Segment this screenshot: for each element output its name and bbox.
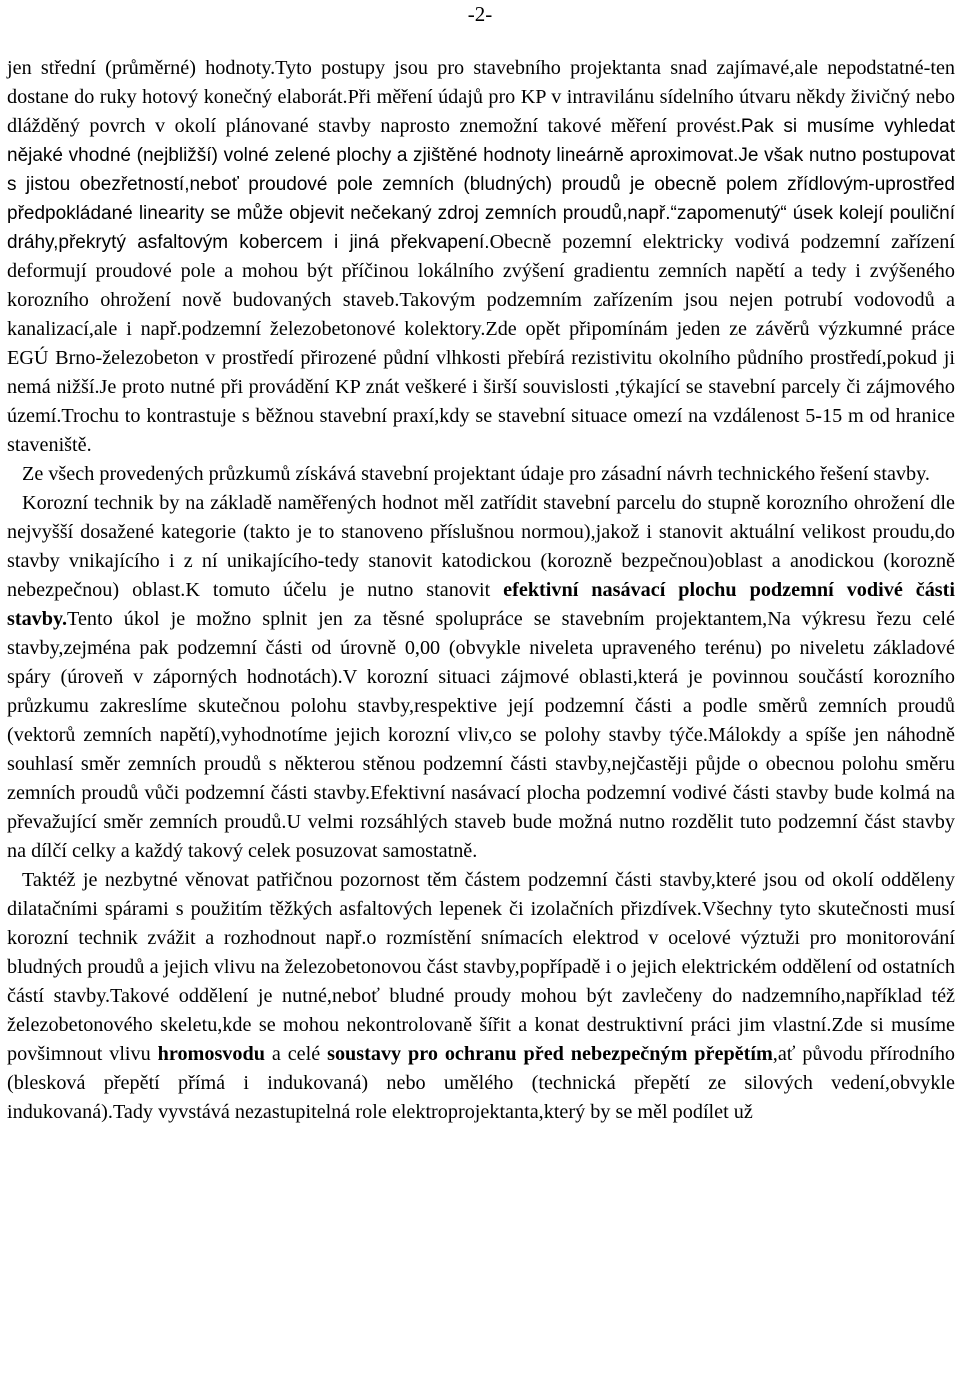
- paragraph-4: [7, 866, 955, 1127]
- paragraph-4-part-3: ,ať původu přírodního (blesková přepětí přímá i indukovaná) nebo umělého (technická přepětí ze silových vedení,obvykle indukovaná).Tady vyvstává nezastupitelná role elektroprojektanta,který by se měl podílet už: [7, 1043, 956, 1123]
- paragraph-3-part-2: Tento úkol je možno splnit jen za těsné spolupráce se stavebním projektantem,Na výkresu řezu celé stavby,zejména pak podzemní části od úrovně 0,00 (obvykle niveleta upraveného terénu) po niveletu základové spáry (úroveň v záporných hodnotách).V korozní situaci zájmové oblasti,která je povinnou součástí korozního průzkumu zakreslíme skutečnou polohu stavby,respektive její podzemní části a podle směrů zemních proudů (vektorů zemních napětí),vyhodnotíme jejich korozní vliv,co se polohy stavby týče.Málokdy a spíše jen náhodně souhlasí směr zemních proudů s některou stěnou podzemní části stavby,nejčastěji půjde o obecnou polohu směru zemních proudů vůči podzemní části stavby.Efektivní nasávací plocha podzemní vodivé části stavby bude kolmá na převažující směr zemních proudů.U velmi rozsáhlých staveb bude možná nutno rozdělit tuto podzemní část stavby na dílčí celky a každý takový celek posuzovat samostatně.: [7, 608, 955, 862]
- paragraph-3-emphasis: efektivní nasávací plochu podzemní vodivé části stavby.: [7, 579, 955, 630]
- paragraph-1-part-4: Obecně pozemní elektricky vodivá podzemní zařízení deformují proudové pole a mohou být příčinou lokálního zvýšení gradientu zemních napětí a tedy i zvýšeného korozního ohrožení nově budovaných staveb.Takovým podzemním zařízením jsou nejen potrubí vodovodů a kanalizací,ale i např.podzemní železobetonové kolektory.Zde opět připomínám jeden ze závěrů výzkumné práce EGÚ Brno-železobeton v prostředí přirozené půdní vlhkosti přebírá rezistivitu okolního půdního prostředí,pokud ji nemá nižší.Je proto nutné při provádění KP znát veškeré i širší souvislosti ,týkající se stavební parcely či zájmového území.Trochu to kontrastuje s běžnou stavební praxí,kdy se stavební situace omezí na vzdálenost 5-15 m od hranice staveniště.: [7, 231, 956, 456]
- paragraph-2: [7, 460, 955, 489]
- paragraph-4-emphasis-2: soustavy pro ochranu před nebezpečným přepětím: [327, 1043, 773, 1065]
- paragraph-1-part-3: Je však nutno postupovat s jistou obezřetností,neboť proudové pole zemních (bludných) proudů je obecně polem zřídlovým-uprostřed předpokládané linearity se může objevit nečekaný zdroj zemních proudů,např.“zapomenutý“ úsek kolejí pouliční dráhy,překrytý asfaltovým kobercem i jiná překvapení.: [7, 145, 955, 253]
- paragraph-1-part-1: jen střední (průměrné) hodnoty.Tyto postupy jsou pro stavebního projektanta snad zajímavé,ale nepodstatné-ten dostane do ruky hotový konečný elaborát.Při měření údajů pro KP v intravilánu sídelního útvaru někdy živičný nebo dlážděný povrch v okolí plánované stavby naprosto znemožní takové měření provést.: [7, 57, 955, 137]
- paragraph-1-part-2: Pak si musíme vyhledat nějaké vhodné (nejbližší) volné zelené plochy a zjištěné hodnoty lineárně aproximovat.: [7, 116, 955, 166]
- page-number: -2-: [467, 2, 493, 26]
- paragraph-1: [7, 54, 955, 460]
- paragraph-3: [7, 489, 955, 866]
- paragraph-2-text: Ze všech provedených průzkumů získává stavební projektant údaje pro zásadní návrh technického řešení stavby.: [22, 463, 930, 485]
- paragraph-3-part-1: Korozní technik by na základě naměřených hodnot měl zatřídit stavební parcelu do stupně korozního ohrožení dle nejvyšší dosažené kategorie (takto je to stanoveno příslušnou normou),jakož i stanovit aktuální velikost proudu,do stavby vnikajícího i z ní unikajícího-tedy stanovit katodickou (korozně bezpečnou)oblast a anodickou (korozně nebezpečnou) oblast.K tomuto účelu je nutno stanovit: [7, 492, 955, 601]
- paragraph-4-part-2: a celé: [264, 1043, 328, 1065]
- paragraph-4-part-1: Taktéž je nezbytné věnovat patřičnou pozornost těm částem podzemní části stavby,které jsou od okolí odděleny dilatačními spárami s použitím těžkých asfaltových lepenek či izolačních přizdívek.Všechny tyto skutečnosti musí korozní technik zvážit a rozhodnout např.o rozmístění snímacích elektrod v ocelové výztuži pro monitorování bludných proudů a jejich vlivu na železobetonovou část stavby,popřípadě i o jejich elektrickém oddělení od ostatních částí stavby.Takové oddělení je nutné,neboť bludné proudy mohou být zavlečeny do nadzemního,například též železobetonového skeletu,kde se mohou nekontrolovaně šířit a konat destruktivní práci jim vlastní.Zde si musíme povšimnout vlivu: [7, 869, 955, 1065]
- document-body: [7, 54, 955, 1127]
- paragraph-4-emphasis-1: hromosvodu: [157, 1043, 265, 1065]
